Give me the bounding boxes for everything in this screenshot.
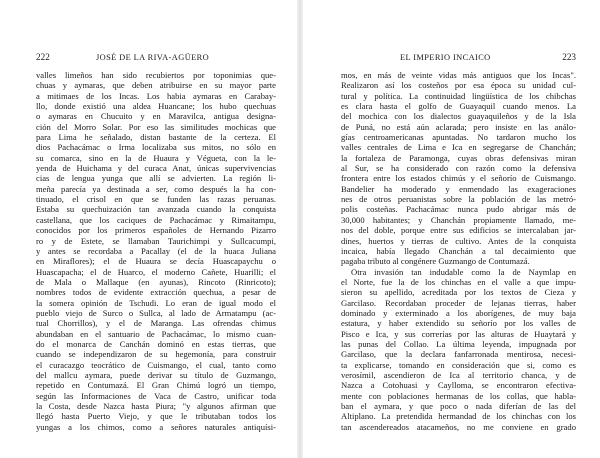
text-line: incaica, había llegado Chanchán a tal decaimiento que [341, 245, 576, 256]
running-head-right [341, 52, 576, 64]
text-line: dines, huertos y tierras de cultivo. Antes de la conquista [341, 235, 576, 246]
running-head-left [36, 52, 276, 64]
text-line: llo, donde existió una aldea Huancane; los hubo quechuas [36, 101, 276, 112]
text-line: meña parecía ya destinada a ser, como después la ha con- [36, 183, 276, 194]
text-line: gías centroamericanas apuntadas. No tardaron mucho los [341, 132, 576, 143]
text-line: frontera entre los estados chimús y el señorío de Cuismango. [341, 173, 576, 184]
text-line: en Miraflores); el de Huaura se decía Huascapaychu o [36, 256, 276, 267]
right-page [303, 0, 600, 458]
text-line: de Mala o Mallaque (en ayunas), Rincoto (Rinricoto); [36, 276, 276, 287]
text-line: valles centrales de Lima e Ica en segregarse de Chanchán; [341, 142, 576, 153]
text-line: y antes se recordaba a Pacallay (el de la huaca Juliana [36, 245, 276, 256]
text-line: Altiplano. La pretendida hermandad de los chinchas con los [341, 411, 576, 422]
text-line: ción del Morro Solar. Por eso las similitudes mochicas que [36, 121, 276, 132]
left-page [0, 0, 297, 458]
text-line: tinuado, el crisol en que se funden las razas peruanas. [36, 194, 276, 205]
text-line: dios Pachacámac o Irma localizaba sus mitos, no sólo en [36, 142, 276, 153]
text-line: para Lima he señalado, distan bastante de la certeza. El [36, 132, 276, 143]
text-line: estatura, y haber extendido su señorío por los valles de [341, 318, 576, 329]
text-line: Nazca a Cotohuasi y Caylloma, se encontraron efectiva- [341, 380, 576, 391]
text-line: a mitimaes de los Incas. Los habia aymaras en Carabay- [36, 90, 276, 101]
text-line: es clara hasta el golfo de Guayaquil cuando menos. La [341, 101, 576, 112]
text-line: nos del doble, porque entre sus edificios se intercalaban jar- [341, 225, 576, 236]
text-line: ro y de Estete, se llamaban Taurichimpi y Sullcacumpi, [36, 235, 276, 246]
text-line: 30,000 habitantes; y Chanchán propiamente llamado, me- [341, 214, 576, 225]
text-line: Garcilaso. Recordaban proceder de lejanas tierras, haber [341, 297, 576, 308]
text-line: tual Chorrillos), y el de Maranga. Las ofrendas chimus [36, 318, 276, 329]
text-line: cuando se independizaron de su hegemonía, para construir [36, 349, 276, 360]
text-line: Estaba su quechuización tan avanzada cuando la conquista [36, 204, 276, 215]
text-line: repetido en Contumazá. El Gran Chimú logró un tiempo, [36, 380, 276, 391]
text-line: Otra invasión tan indudable como la de Naymlap en [351, 266, 576, 277]
text-line: tan ascendereados atacameños, no me conviene en grado [341, 421, 576, 432]
text-line: do el monarca de Canchán dominó en estas tierras, que [36, 338, 276, 349]
right-page-text [341, 70, 576, 432]
page-number-right: 223 [562, 52, 576, 62]
text-line: dominado y exterminado a los aborígenes, de muy baja [341, 307, 576, 318]
text-line: chuas y aymaras, que deben atribuirse en su mayor parte [36, 80, 276, 91]
text-line: según las Informaciones de Vaca de Castro, unificar toda [36, 390, 276, 401]
text-line: Realizaron así los costeños por esa época su unidad cul- [341, 80, 576, 91]
text-line: al Sur, se ha considerado con razón como la defensiva [341, 163, 576, 174]
text-line: o aymaras en Chucuito y en Maravilca, antigua designa- [36, 111, 276, 122]
text-line: del mallcu aymara, puede derivar su título de Guzmango, [36, 369, 276, 380]
text-line: valles limeños han sido recubiertos por toponimias que- [36, 70, 276, 80]
text-line: de Puná, no está aún aclarada; pero insiste en las análo- [341, 121, 576, 132]
text-line: cias de lengua yunga que allí se advierten. La región li- [36, 173, 276, 184]
text-line: pueblo viejo de Surco o Sullca, al lado de Armatampu (ac- [36, 307, 276, 318]
text-line: la fortaleza de Paramonga, cuyas obras defensivas miran [341, 152, 576, 163]
text-line: yungas a los chimos, como a señores naturales antiquísi- [36, 421, 276, 432]
text-line: ban el aymara, y que poco o nada diferían de las del [341, 401, 576, 411]
text-line: conocidos por los primeros españoles de Hernando Pizarro [36, 225, 276, 236]
text-line: la somera opinión de Tschudi. Lo eran de igual modo el [36, 297, 276, 308]
text-line: castellana, que los caciques de Pachacámac y Rimaitampu, [36, 214, 276, 225]
text-line: tural y política. La continuidad lingüística de los chibchas [341, 90, 576, 101]
text-line: ta explicarse, tomando en consideración que si, como es [341, 359, 576, 370]
running-head-title: EL IMPERIO INCAICO [400, 53, 491, 62]
text-line: las punas del Collao. La última leyenda, impugnada por [341, 338, 576, 349]
text-line: nes de otros peruanistas sobre la población de las metró- [341, 194, 576, 205]
text-line: pagaba tributo al congénere Guzmango de Contumazá. [341, 256, 530, 267]
page-number-left: 222 [36, 52, 50, 62]
running-head-author: JOSÉ DE LA RIVA-AGÜERO [96, 53, 210, 62]
left-page-text [36, 70, 276, 432]
text-line: la Costa, desde Nazca hasta Piura; "y algunos afirman que [36, 401, 276, 411]
text-line: llegó hasta Puerto Viejo, y que le tributaban todos los [36, 411, 276, 422]
text-line: el curacazgo teocrático de Cuismango, el cual, tanto como [36, 359, 276, 370]
text-line: Bandelier ha moderado y enmendado las exageraciones [341, 183, 576, 194]
text-line: Pisco e Ica, y sus correrías por las alturas de Huaytará y [341, 328, 576, 339]
text-line: del mochica con los dialectos guayaquileños y de la Isla [341, 111, 576, 122]
text-line: polis costeñas. Pachacámac nunca pudo abrigar más de [341, 204, 576, 215]
text-line: Garcilaso, que la declara fanfarronada mentirosa, necesi- [341, 349, 576, 360]
text-line: el Norte, fue la de los chinchas en el valle a que impu- [341, 276, 576, 287]
text-line: abundaban en el santuario de Pachacámac, lo mismo cuan- [36, 328, 276, 339]
text-line: nombres todos de evidente extracción quechua, a pesar de [36, 287, 276, 298]
text-line: sieron su apellido, acreditada por los textos de Cieza y [341, 287, 576, 298]
text-line: Huascapacha; el de Huarco, el moderno Cañete, Huarilli; el [36, 266, 276, 277]
text-line: su comarca, sino en la de Huaura y Végueta, con la le- [36, 152, 276, 163]
text-line: mos, en más de veinte vidas más antiguos que los Incas". [341, 70, 576, 80]
text-line: yenda de Huichama y del curaca Anat, únicas supervivencias [36, 163, 276, 174]
text-line: verosímil, ascendieron de Ica al territorio chanca, y de [341, 369, 576, 380]
text-line: mente con poblaciones hermanas de los collas, que habla- [341, 390, 576, 401]
